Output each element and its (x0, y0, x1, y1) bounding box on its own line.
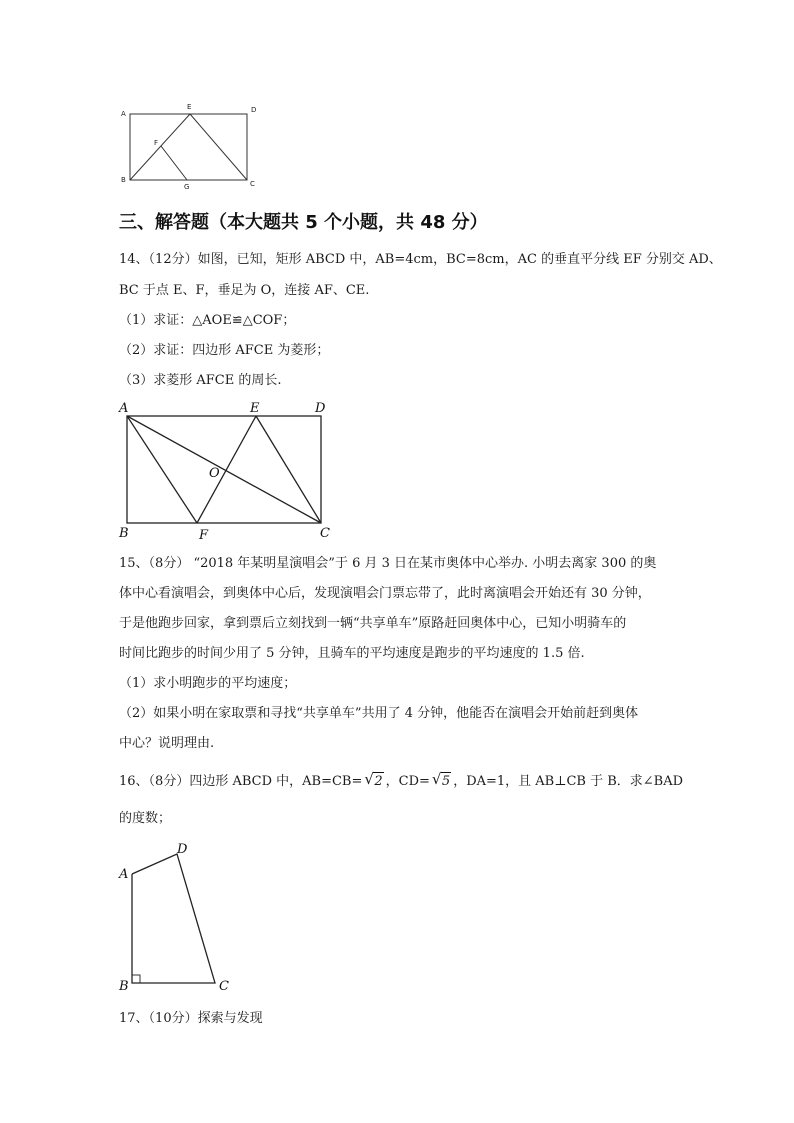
q16-part3: ，DA=1，且 AB⊥CB 于 B．求∠BAD (453, 774, 684, 789)
segment-fg (161, 146, 187, 180)
q15-line3: 于是他跑步回家，拿到票后立刻找到一辆“共享单车”原路赶回奥体中心，已知小明骑车的 (119, 616, 627, 631)
section-title: 三、解答题（本大题共 5 个小题，共 48 分） (119, 212, 488, 233)
label-f: F (154, 139, 159, 147)
figure-top-rectangle (118, 100, 268, 195)
label-d: D (315, 401, 326, 416)
label-e: E (187, 103, 192, 111)
q17-line1: 17、（10分）探索与发现 (119, 1011, 263, 1026)
q15-line1: 15、（8分） “2018 年某明星演唱会”于 6 月 3 日在某市奥体中心举办. 小明去离家 300 的奥 (119, 556, 657, 571)
label-a: A (119, 401, 129, 416)
q14-sub3: （3）求菱形 AFCE 的周长. (119, 373, 282, 388)
q16-part1: 16、（8分）四边形 ABCD 中，AB=CB= (119, 774, 363, 789)
label-c: C (250, 180, 255, 188)
right-angle-marker (132, 975, 140, 983)
q16-line2: 的度数； (119, 811, 172, 826)
label-b: B (119, 526, 129, 541)
label-a: A (121, 110, 126, 118)
label-b: B (121, 176, 126, 184)
sqrt-5: √ 5 (431, 770, 451, 789)
label-a: A (119, 867, 129, 882)
q14-sub2: （2）求证：四边形 AFCE 为菱形； (119, 343, 330, 358)
segment-fe (197, 416, 256, 523)
q16-part2: ，CD= (385, 774, 430, 789)
label-e: E (250, 401, 260, 416)
diagonal-ac (127, 416, 321, 523)
q14-line2: BC 于点 E、F，垂足为 O，连接 AF、CE. (119, 283, 370, 298)
q15-line2: 体中心看演唱会，到奥体中心后，发现演唱会门票忘带了，此时离演唱会开始还有 30 分钟， (119, 586, 651, 601)
label-c: C (320, 526, 330, 541)
label-d: D (177, 842, 188, 857)
label-b: B (119, 979, 129, 994)
sqrt-2: √ 2 (364, 770, 383, 789)
sqrt-5-radicand: 5 (441, 774, 451, 789)
q14-sub1: （1）求证：△AOE≌△COF； (119, 313, 296, 328)
label-d: D (251, 106, 257, 114)
segment-ec (190, 114, 247, 180)
q14-line1: 14、（12分）如图，已知，矩形 ABCD 中，AB=4cm，BC=8cm，AC 的垂直平分线 EF 分别交 AD、 (119, 252, 722, 267)
label-f: F (199, 528, 209, 543)
q15-sub2-line1: （2）如果小明在家取票和寻找“共享单车”共用了 4 分钟，他能否在演唱会开始前赶到奥体 (119, 706, 639, 721)
label-g: G (184, 183, 190, 191)
q15-sub2-line2: 中心？说明理由. (119, 736, 215, 751)
q15-sub1: （1）求小明跑步的平均速度； (119, 676, 297, 691)
segment-af (127, 416, 197, 523)
q15-line4: 时间比跑步的时间少用了 5 分钟，且骑车的平均速度是跑步的平均速度的 1.5 倍. (119, 646, 585, 661)
q16-line1 (119, 770, 684, 789)
rect-abcd (130, 114, 247, 180)
quadrilateral-abcd (132, 854, 215, 983)
figure-q14-rectangle (115, 398, 340, 543)
sqrt-2-radicand: 2 (374, 774, 383, 789)
segment-be (130, 114, 190, 180)
label-o: O (209, 466, 220, 481)
figure-q16-quadrilateral (115, 840, 245, 995)
segment-ec (256, 416, 321, 523)
label-c: C (219, 979, 229, 994)
